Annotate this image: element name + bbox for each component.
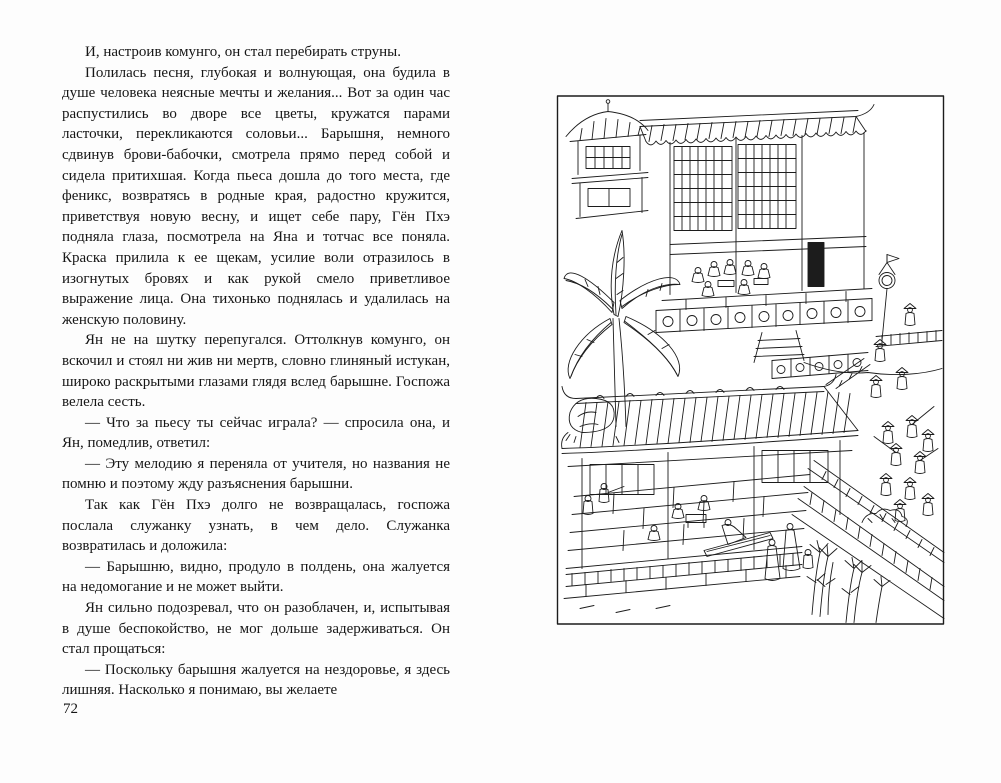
paragraph: Полилась песня, глубокая и волнующая, она будила в душе человека неясные мечты и желания... Вот за один час распустились во дворе все цветы, кружатся парами ласточки, перекликаются соловьи... Барышня, немного сдвинув брови-бабочки, смотрела прямо перед собой и сидела притихшая. Когда пьеса дошла до того места, где феникс, возвратясь в родные края, радостно кружится, приветствуя новую весну, и ищет себе пару, Гён Пхэ подняла глаза, посмотрела на Яна и тотчас все поняла. Краска прилила к ее щекам, усилие воли отразилось в изогнутых бровях и как рукой смело приветливое выражение лица. Она тихонько поднялась и удалилась на женскую половину. [62, 64, 450, 328]
paragraph: Так как Гён Пхэ долго не возвращалась, госпожа послала служанку узнать, в чем дело. Служанка возвратилась и доложила: [62, 497, 450, 555]
page-text [62, 42, 450, 701]
engraving-svg [556, 94, 945, 626]
paragraph: — Поскольку барышня жалуется на нездоровье, я здесь лишняя. Насколько я понимаю, вы желаете [62, 661, 450, 699]
paragraph: — Эту мелодию я переняла от учителя, но названия не помню и поэтому жду разъяснения барышни. [62, 455, 450, 493]
paragraph: — Что за пьесу ты сейчас играла? — спросила она, и Ян, помедлив, ответил: [62, 414, 450, 452]
page-number: 72 [63, 701, 78, 717]
paragraph: Ян сильно подозревал, что он разоблачен, и, испытывая в душе беспокойство, не мог дольше задерживаться. Он стал прощаться: [62, 600, 450, 658]
book-illustration [556, 94, 945, 626]
paragraph: И, настроив комунго, он стал перебирать струны. [85, 44, 401, 60]
paragraph: Ян не на шутку перепугался. Оттолкнув комунго, он вскочил и стоял ни жив ни мертв, словно глиняный истукан, широко раскрытыми глазами глядя вслед барышне. Госпожа велела сесть. [62, 332, 450, 411]
paragraph: — Барышню, видно, продуло в полдень, она жалуется на недомогание и не может выйти. [62, 558, 450, 596]
